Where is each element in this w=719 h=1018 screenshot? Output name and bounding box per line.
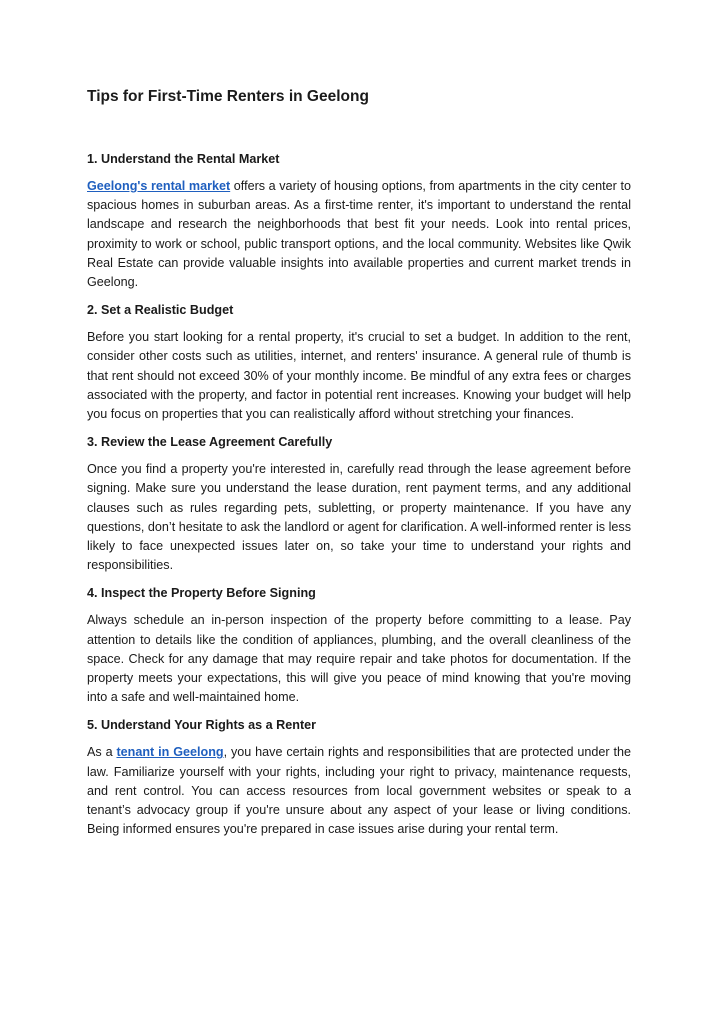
tenant-link[interactable]: tenant in Geelong [116,745,224,760]
section-paragraph: Once you find a property you're interested in, carefully read through the lease agreement before signing. Make sure you understand the lease duration, rent payment terms, and any additional clauses such as rules regarding pets, subletting, or property maintenance. If you have any questions, don’t hesitate to ask the landlord or agent for clarification. A well-informed renter is less likely to face unexpected issues later on, so take your time to understand your rights and responsibilities. [87,462,631,573]
section-heading: 2. Set a Realistic Budget [87,303,234,318]
section-heading: 1. Understand the Rental Market [87,152,280,166]
section-paragraph: Always schedule an in-person inspection of the property before committing to a lease. Pay attention to details like the condition of appliances, plumbing, and the overall cleanliness of the space. Check for any damage that may require repair and take photos for documentation. If the property meets your expectations, this will give you peace of mind knowing that you're moving into a safe and well-maintained home. [87,613,631,705]
paragraph-text: , you have certain rights and responsibilities that are protected under the law. Familiarize yourself with your rights, including your right to privacy, maintenance requests, and rent control. You can access resources from local government websites or speak to a tenant’s advocacy group if you're unsure about any aspect of your lease or living conditions. Being informed ensures you're prepared in case issues arise during your rental term. [87,745,632,837]
paragraph-prefix: As a [87,745,117,760]
section-heading: 3. Review the Lease Agreement Carefully [87,435,333,450]
rental-market-link[interactable]: Geelong's rental market [87,179,231,193]
section-heading: 4. Inspect the Property Before Signing [87,586,316,601]
section-paragraph [87,177,631,292]
section-paragraph: Before you start looking for a rental property, it's crucial to set a budget. In addition to the rent, consider other costs such as utilities, internet, and renters' insurance. A general rule of thumb is that rent should not exceed 30% of your monthly income. Be mindful of any extra fees or charges associated with the property, and factor in potential rent increases. Knowing your budget will help you focus on properties that you can realistically afford without stretching your finances. [87,330,631,422]
section-heading: 5. Understand Your Rights as a Renter [87,718,317,733]
section-paragraph [87,743,631,839]
paragraph-text: offers a variety of housing options, from apartments in the city center to spacious homes in suburban areas. As a first-time renter, it's important to understand the rental landscape and research the neighborhoods that best fit your needs. Look into rental prices, proximity to work or school, public transport options, and the local community. Websites like Qwik Real Estate can provide valuable insights into available properties and current market trends in Geelong. [87,179,631,290]
document-content [87,87,631,849]
page-title: Tips for First-Time Renters in Geelong [87,88,369,105]
